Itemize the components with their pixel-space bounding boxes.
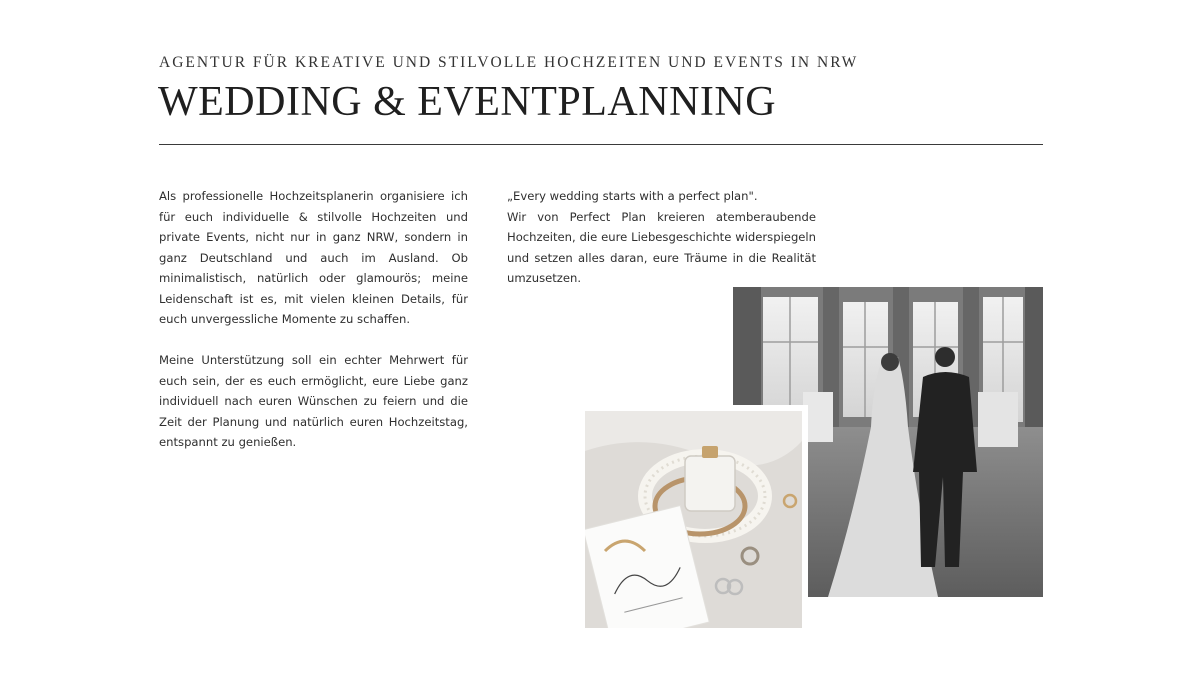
intro-paragraph-2: Meine Unterstützung soll ein echter Mehrwert für euch sein, der es euch ermöglicht, eure Liebe ganz individuell nach euren Wünschen zu feiern und die Zeit der Planung und natürlich euren Hochzeitstag, entspannt zu genießen. xyxy=(159,353,468,449)
header-divider xyxy=(159,144,1043,145)
intro-paragraph-3: Wir von Perfect Plan kreieren atemberaubende Hochzeiten, die eure Liebesgeschichte widerspiegeln und setzen alles daran, eure Träume in die Realität umzusetzen. xyxy=(507,209,816,285)
details-photo xyxy=(585,411,802,628)
header-kicker: AGENTUR FÜR KREATIVE UND STILVOLLE HOCHZEITEN UND EVENTS IN NRW xyxy=(159,54,859,71)
intro-column-left xyxy=(159,186,468,453)
intro-paragraph-1: Als professionelle Hochzeitsplanerin organisiere ich für euch individuelle & stilvolle Hochzeiten und private Events, nicht nur in ganz NRW, sondern in ganz Deutschland und auch im Ausland. Ob minimalistisch, natürlich oder glamourös; meine Leidenschaft ist es, mit vielen kleinen Details, für euch unvergessliche Momente zu schaffen. xyxy=(159,189,468,326)
page-title: WEDDING & EVENTPLANNING xyxy=(158,79,777,125)
quote-text: „Every wedding starts with a perfect plan". xyxy=(507,189,758,203)
intro-column-right xyxy=(507,186,816,289)
